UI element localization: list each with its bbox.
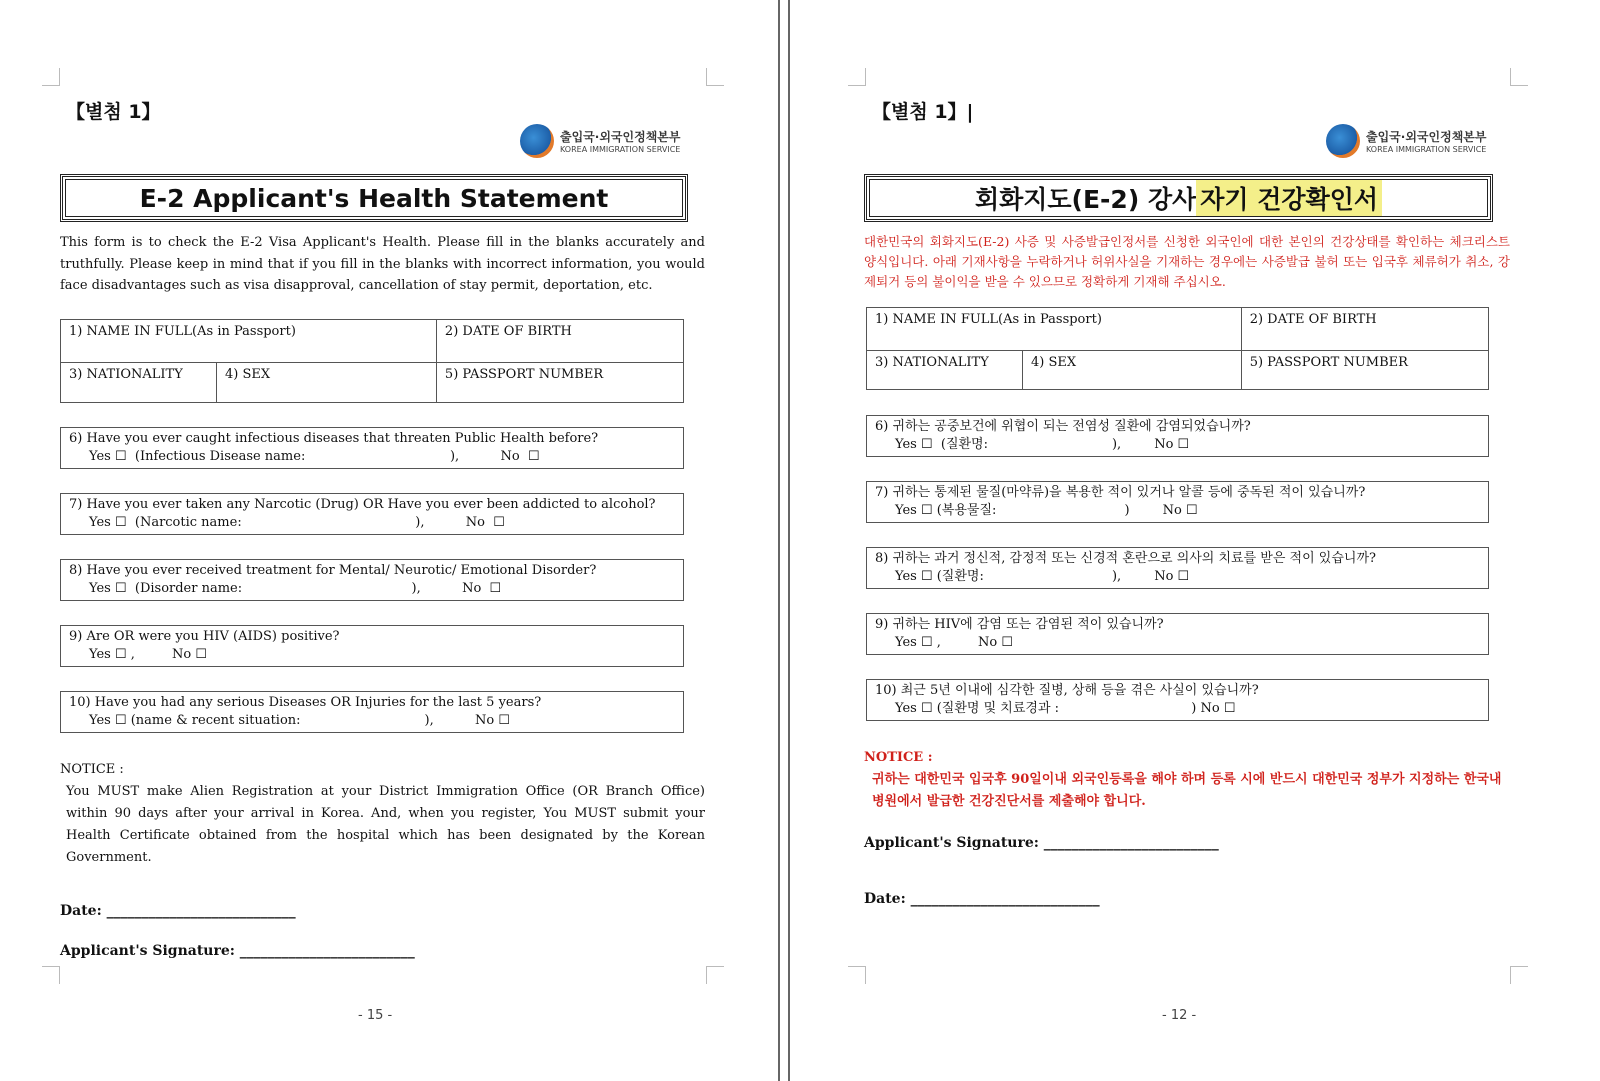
attachment-tag: 【별첨 1】| [872, 101, 974, 123]
question-10[interactable] [866, 679, 1489, 721]
answer-checkboxes[interactable]: Yes ☐ (name & recent situation: ), No ☐ [89, 712, 511, 728]
notice-text: 귀하는 대한민국 입국후 90일이내 외국인등록을 해야 하며 등록 시에 반드시 대한민국 정부가 지정하는 한국내 병원에서 발급한 건강진단서를 제출해야 합니다. [872, 772, 1502, 809]
answer-checkboxes[interactable]: Yes ☐ (Infectious Disease name: ), No ☐ [89, 448, 540, 464]
logo [1326, 124, 1486, 158]
crop-mark [848, 68, 866, 86]
logo-icon [520, 124, 554, 158]
intro-text: 대한민국의 회화지도(E-2) 사증 및 사증발급인정서를 신청한 외국인에 대한 본인의 건강상태를 확인하는 체크리스트 양식입니다. 아래 기재사항을 누락하거나 허위사실을 기재하는 경우에는 사증발급 불허 또는 입국후 체류허가 취소, 강제퇴거 등의 불이익을 받을 수 있으므로 정확하게 기재해 주십시오. [864, 234, 1510, 289]
questions [60, 427, 684, 733]
page-divider [778, 0, 790, 1081]
question-6[interactable] [60, 427, 684, 469]
crop-mark [848, 966, 866, 984]
logo-text: 출입국·외국인정책본부 [1366, 130, 1487, 144]
page-number: - 15 - [358, 1008, 393, 1023]
question-text: 9) 귀하는 HIV에 감염 또는 감염된 적이 있습니까? [875, 617, 1164, 632]
signature-line[interactable]: Applicant's Signature: _________________________ [864, 835, 1219, 851]
answer-checkboxes[interactable]: Yes ☐ (질환명: ), No ☐ [895, 437, 1190, 452]
crop-mark [706, 68, 724, 86]
dob-field[interactable]: 2) DATE OF BIRTH [436, 319, 683, 362]
signature-line[interactable]: Applicant's Signature: _________________________ [60, 942, 415, 959]
attachment-tag: 【별첨 1】 [66, 101, 161, 123]
title-text: 회화지도(E-2) 강사 [974, 185, 1197, 214]
question-text: 7) Have you ever taken any Narcotic (Drug) OR Have you ever been addicted to alcohol? [69, 496, 656, 512]
answer-checkboxes[interactable]: Yes ☐ (복용물질: ) No ☐ [895, 503, 1198, 518]
question-10[interactable] [60, 691, 684, 733]
date-line[interactable]: Date: ___________________________ [60, 902, 296, 919]
question-8[interactable] [60, 559, 684, 601]
notice-text: You MUST make Alien Registration at your District Immigration Office (OR Branch Office) within 90 days after your arrival in Korea. And, when you register, You MUST submit your Health Certificate obtained from the hospital which has been designated by the Korean Government. [66, 783, 705, 865]
right-page [790, 0, 1600, 1081]
question-text: 9) Are OR were you HIV (AIDS) positive? [69, 628, 340, 644]
intro-text: This form is to check the E-2 Visa Applicant's Health. Please fill in the blanks accurately and truthfully. Please keep in mind that if you fill in the blanks with incorrect information, you would face disadvantages such as visa disapproval, cancellation of stay permit, deportation, etc. [60, 235, 705, 293]
answer-checkboxes[interactable]: Yes ☐ (질환명: ), No ☐ [895, 569, 1190, 584]
question-7[interactable] [866, 481, 1489, 523]
question-7[interactable] [60, 493, 684, 535]
crop-mark [1510, 966, 1528, 984]
answer-checkboxes[interactable]: Yes ☐ (질환명 및 치료경과 : ) No ☐ [895, 701, 1236, 716]
passport-field[interactable]: 5) PASSPORT NUMBER [1241, 351, 1488, 390]
logo-subtext: KOREA IMMIGRATION SERVICE [1366, 145, 1487, 154]
name-field[interactable]: 1) NAME IN FULL(As in Passport) [867, 308, 1242, 351]
question-text: 6) Have you ever caught infectious diseases that threaten Public Health before? [69, 430, 599, 446]
logo-text: 출입국·외국인정책본부 [560, 130, 681, 144]
form-body [864, 232, 1510, 909]
logo-icon [1326, 124, 1360, 158]
question-text: 6) 귀하는 공중보건에 위협이 되는 전염성 질환에 감염되었습니까? [875, 419, 1251, 434]
answer-checkboxes[interactable]: Yes ☐ (Disorder name: ), No ☐ [89, 580, 502, 596]
answer-checkboxes[interactable]: Yes ☐ , No ☐ [89, 646, 208, 662]
question-9[interactable] [866, 613, 1489, 655]
nationality-field[interactable]: 3) NATIONALITY [61, 362, 217, 402]
page-number: - 12 - [1162, 1008, 1197, 1023]
left-page [0, 0, 778, 1081]
answer-checkboxes[interactable]: Yes ☐ (Narcotic name: ), No ☐ [89, 514, 505, 530]
title-highlight: 자기 건강확인서 [1196, 180, 1382, 216]
sex-field[interactable]: 4) SEX [1023, 351, 1242, 390]
notice-label: NOTICE : [864, 750, 933, 765]
dob-field[interactable]: 2) DATE OF BIRTH [1241, 308, 1488, 351]
crop-mark [42, 68, 60, 86]
page-title [864, 174, 1493, 222]
answer-checkboxes[interactable]: Yes ☐ , No ☐ [895, 635, 1014, 650]
nationality-field[interactable]: 3) NATIONALITY [867, 351, 1023, 390]
question-text: 7) 귀하는 통제된 물질(마약류)을 복용한 적이 있거나 알콜 등에 중독된 적이 있습니까? [875, 485, 1366, 500]
notice-label: NOTICE : [60, 761, 124, 777]
passport-field[interactable]: 5) PASSPORT NUMBER [436, 362, 683, 402]
question-text: 8) Have you ever received treatment for Mental/ Neurotic/ Emotional Disorder? [69, 562, 597, 578]
crop-mark [706, 966, 724, 984]
applicant-info-wrap [60, 319, 684, 403]
question-text: 10) 최근 5년 이내에 심각한 질병, 상해 등을 겪은 사실이 있습니까? [875, 683, 1259, 698]
question-6[interactable] [866, 415, 1489, 457]
crop-mark [42, 966, 60, 984]
applicant-info-table [866, 307, 1489, 390]
applicant-info-table [60, 319, 684, 403]
applicant-info-wrap [866, 307, 1489, 390]
questions [866, 415, 1489, 721]
form-body [60, 232, 705, 961]
sex-field[interactable]: 4) SEX [217, 362, 437, 402]
crop-mark [1510, 68, 1528, 86]
logo [520, 124, 680, 158]
logo-subtext: KOREA IMMIGRATION SERVICE [560, 145, 681, 154]
page-title: E-2 Applicant's Health Statement [60, 174, 688, 222]
question-text: 8) 귀하는 과거 정신적, 감정적 또는 신경적 혼란으로 의사의 치료를 받은 적이 있습니까? [875, 551, 1377, 566]
question-8[interactable] [866, 547, 1489, 589]
name-field[interactable]: 1) NAME IN FULL(As in Passport) [61, 319, 437, 362]
question-9[interactable] [60, 625, 684, 667]
question-text: 10) Have you had any serious Diseases OR Injuries for the last 5 years? [69, 694, 542, 710]
date-line[interactable]: Date: ___________________________ [864, 891, 1100, 907]
